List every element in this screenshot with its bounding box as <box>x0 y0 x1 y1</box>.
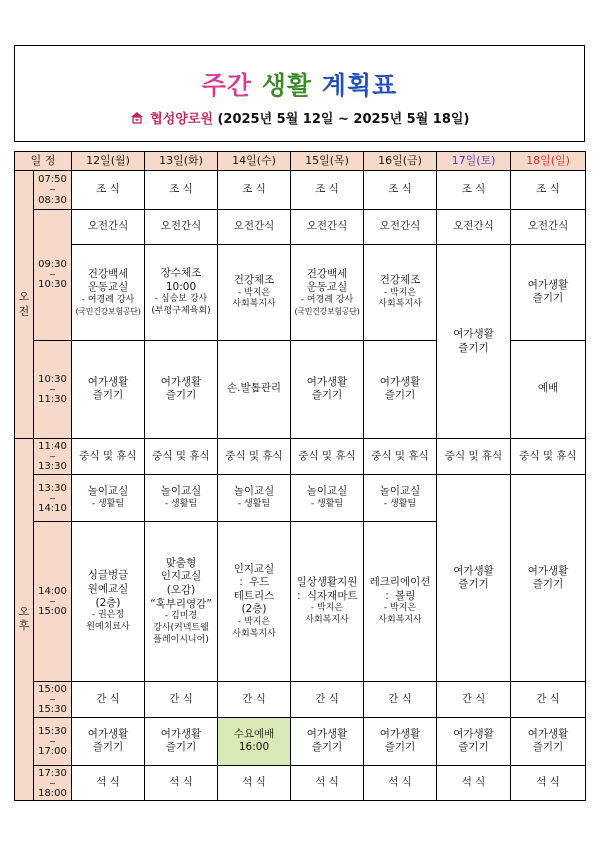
meal-cell: 석 식 <box>291 766 364 801</box>
meal-cell: 조 식 <box>364 171 437 210</box>
meal-cell: 중식 및 휴식 <box>511 438 586 474</box>
leisure-cell: 여가생활 즐기기 <box>511 475 586 682</box>
table-row <box>15 209 586 244</box>
meal-cell: 조 식 <box>437 171 511 210</box>
meal-cell: 중식 및 휴식 <box>145 438 218 474</box>
meal-cell: 조 식 <box>72 171 145 210</box>
time-slot: 09:30 ~ 10:30 <box>34 209 72 340</box>
activity-cell: 놀이교실 - 생활팀 <box>72 475 145 522</box>
time-slot: 15:00 ~ 15:30 <box>34 682 72 717</box>
leisure-cell: 여가생활 즐기기 <box>145 717 218 766</box>
snack-cell: 간 식 <box>437 682 511 717</box>
leisure-cell: 여가생활 즐기기 <box>364 717 437 766</box>
activity-cell: 놀이교실 - 생활팀 <box>218 475 291 522</box>
leisure-cell: 여가생활 즐기기 <box>511 245 586 340</box>
activity-cell: 맞춤형 인지교실 (오감) “혹부리영감” - 김미경 강사(커넥트웰 플레이시니어) <box>145 521 218 681</box>
header-row <box>15 152 586 171</box>
activity-cell: 놀이교실 - 생활팀 <box>364 475 437 522</box>
meal-cell: 석 식 <box>511 766 586 801</box>
activity-cell: 건강체조 - 박지은 사회복지사 <box>364 245 437 340</box>
table-row <box>15 475 586 522</box>
snack-cell: 오전간식 <box>437 209 511 244</box>
table-row <box>15 766 586 801</box>
activity-cell: 싱글벙글 원예교실 (2층) - 권은정 원예치료사 <box>72 521 145 681</box>
snack-cell: 오전간식 <box>72 209 145 244</box>
leisure-cell: 여가생활 즐기기 <box>437 245 511 439</box>
day-header: 16일(금) <box>364 152 437 171</box>
activity-cell: 장수체조 10:00 - 심승보 강사 (부평구체육회) <box>145 245 218 340</box>
day-header-sunday: 18일(일) <box>511 152 586 171</box>
snack-cell: 간 식 <box>218 682 291 717</box>
day-header: 12일(월) <box>72 152 145 171</box>
snack-cell: 오전간식 <box>145 209 218 244</box>
meal-cell: 석 식 <box>218 766 291 801</box>
snack-cell: 간 식 <box>72 682 145 717</box>
snack-cell: 간 식 <box>145 682 218 717</box>
table-row <box>15 438 586 474</box>
table-row <box>15 717 586 766</box>
meal-cell: 조 식 <box>218 171 291 210</box>
session-am: 오 전 <box>15 171 34 439</box>
table-row <box>15 245 586 340</box>
snack-cell: 간 식 <box>364 682 437 717</box>
page-title: 주간 생활 계획표 <box>201 71 398 100</box>
table-row <box>15 682 586 717</box>
snack-cell: 간 식 <box>511 682 586 717</box>
activity-cell: 건강체조 - 박지은 사회복지사 <box>218 245 291 340</box>
worship-cell: 예배 <box>511 340 586 438</box>
leisure-cell: 여가생활 즐기기 <box>364 340 437 438</box>
activity-cell: 놀이교실 - 생활팀 <box>145 475 218 522</box>
activity-cell: 손.발톱관리 <box>218 340 291 438</box>
leisure-cell: 여가생활 즐기기 <box>291 340 364 438</box>
time-slot: 11:40 ~ 13:30 <box>34 438 72 474</box>
meal-cell: 조 식 <box>511 171 586 210</box>
leisure-cell: 여가생활 즐기기 <box>145 340 218 438</box>
meal-cell: 중식 및 휴식 <box>364 438 437 474</box>
meal-cell: 조 식 <box>145 171 218 210</box>
meal-cell: 석 식 <box>145 766 218 801</box>
schedule-table <box>14 151 586 801</box>
time-slot: 15:30 ~ 17:00 <box>34 717 72 766</box>
meal-cell: 중식 및 휴식 <box>437 438 511 474</box>
snack-cell: 오전간식 <box>291 209 364 244</box>
corner-label: 일 정 <box>15 152 72 171</box>
snack-cell: 간 식 <box>291 682 364 717</box>
time-slot: 14:00 ~ 15:00 <box>34 521 72 681</box>
meal-cell: 석 식 <box>72 766 145 801</box>
activity-cell: 건강백세 운동교실 - 여경례 강사 (국민건강보험공단) <box>291 245 364 340</box>
day-header: 14일(수) <box>218 152 291 171</box>
leisure-cell: 여가생활 즐기기 <box>291 717 364 766</box>
activity-cell: 일상생활지원 ：식자재마트 - 박지은 사회복지사 <box>291 521 364 681</box>
leisure-cell: 여가생활 즐기기 <box>72 340 145 438</box>
meal-cell: 조 식 <box>291 171 364 210</box>
time-slot: 13:30 ~ 14:10 <box>34 475 72 522</box>
house-icon <box>130 111 144 124</box>
snack-cell: 오전간식 <box>364 209 437 244</box>
title-box <box>14 45 585 142</box>
page-subtitle <box>15 108 584 127</box>
activity-cell: 건강백세 운동교실 - 여경례 강사 (국민건강보험공단) <box>72 245 145 340</box>
day-header: 13일(화) <box>145 152 218 171</box>
org-name: 협성양로원 <box>150 112 213 127</box>
meal-cell: 석 식 <box>437 766 511 801</box>
meal-cell: 중식 및 휴식 <box>291 438 364 474</box>
leisure-cell: 여가생활 즐기기 <box>437 475 511 682</box>
time-slot: 10:30 ~ 11:30 <box>34 340 72 438</box>
session-pm: 오 후 <box>15 438 34 800</box>
time-slot: 17:30 ~ 18:00 <box>34 766 72 801</box>
snack-cell: 오전간식 <box>511 209 586 244</box>
meal-cell: 석 식 <box>364 766 437 801</box>
time-slot: 07:50 ~ 08:30 <box>34 171 72 210</box>
day-header: 15일(목) <box>291 152 364 171</box>
date-range: (2025년 5월 12일 ~ 2025년 5월 18일) <box>217 112 470 127</box>
meal-cell: 중식 및 휴식 <box>218 438 291 474</box>
activity-cell: 놀이교실 - 생활팀 <box>291 475 364 522</box>
activity-cell: 인지교실 ：우드 테트리스 (2층) - 박지은 사회복지사 <box>218 521 291 681</box>
meal-cell: 중식 및 휴식 <box>72 438 145 474</box>
day-header-saturday: 17일(토) <box>437 152 511 171</box>
snack-cell: 오전간식 <box>218 209 291 244</box>
leisure-cell: 여가생활 즐기기 <box>437 717 511 766</box>
worship-cell: 수요예배 16:00 <box>218 717 291 766</box>
leisure-cell: 여가생활 즐기기 <box>511 717 586 766</box>
activity-cell: 레크리에이션 ：볼링 - 박지은 사회복지사 <box>364 521 437 681</box>
leisure-cell: 여가생활 즐기기 <box>72 717 145 766</box>
table-row <box>15 171 586 210</box>
